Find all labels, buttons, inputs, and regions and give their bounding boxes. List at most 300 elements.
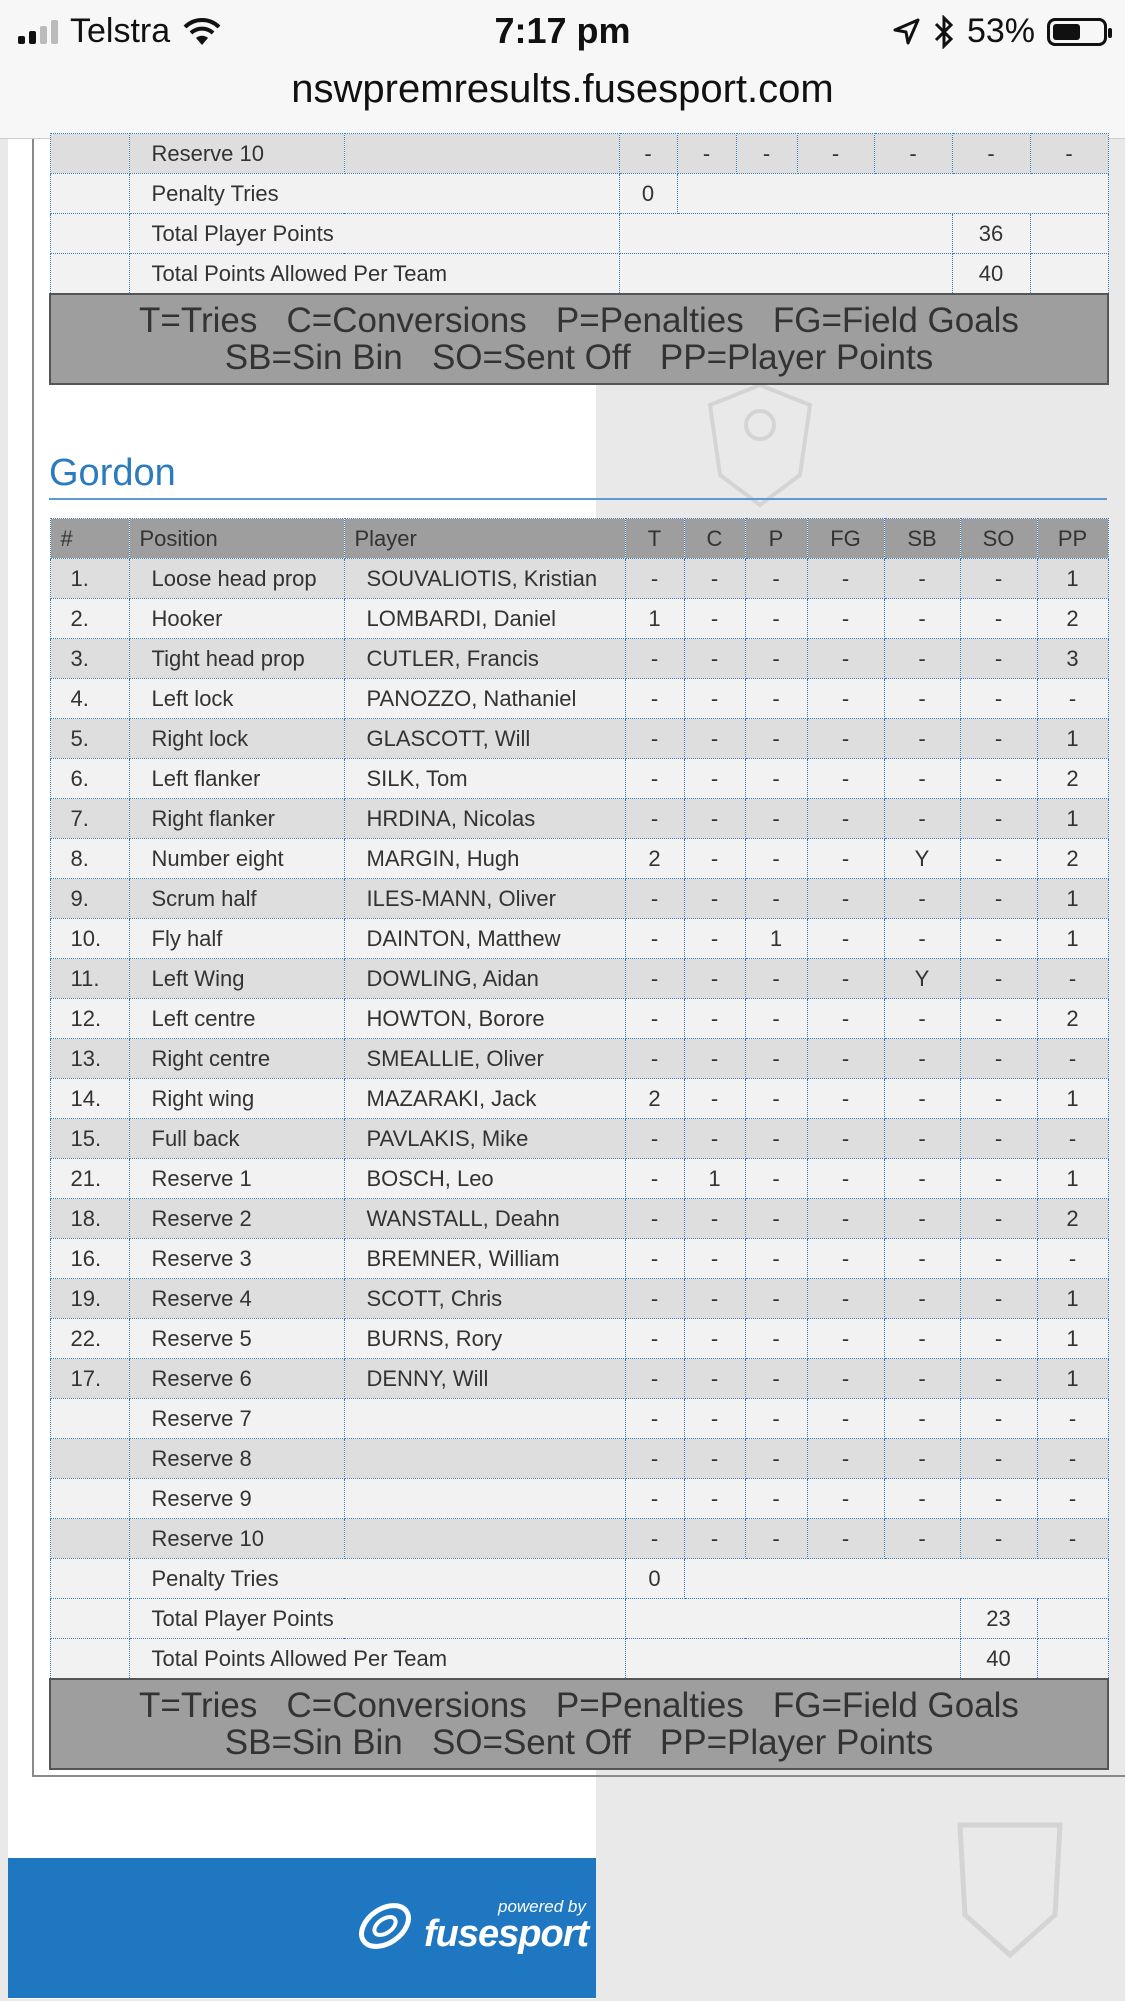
player-position: Reserve 8 bbox=[129, 1439, 344, 1479]
stat-sent-off: - bbox=[960, 799, 1037, 839]
legend: T=Tries C=Conversions P=Penalties FG=Field Goals SB=Sin Bin SO=Sent Off PP=Player Points bbox=[50, 1679, 1108, 1769]
stat-field-goals: - bbox=[807, 799, 884, 839]
stat-player-points: 1 bbox=[1037, 1279, 1108, 1319]
table-row bbox=[50, 959, 1108, 999]
stat-sin-bin: - bbox=[884, 879, 960, 919]
stat-conversions: - bbox=[684, 759, 745, 799]
team-table bbox=[49, 518, 1109, 1770]
player-position: Left lock bbox=[129, 679, 344, 719]
stat-field-goals: - bbox=[807, 1039, 884, 1079]
player-number: 17. bbox=[50, 1359, 129, 1399]
stat-tries: - bbox=[625, 1039, 684, 1079]
stat-conversions: - bbox=[684, 719, 745, 759]
stat-sent-off: - bbox=[960, 1159, 1037, 1199]
stat-conversions: - bbox=[684, 679, 745, 719]
player-position: Right flanker bbox=[129, 799, 344, 839]
stat-tries: - bbox=[625, 759, 684, 799]
stat-penalties: - bbox=[745, 1519, 807, 1559]
player-number: 18. bbox=[50, 1199, 129, 1239]
stat-sent-off: - bbox=[960, 999, 1037, 1039]
player-position: Reserve 4 bbox=[129, 1279, 344, 1319]
table-row bbox=[50, 1359, 1108, 1399]
status-right bbox=[891, 12, 1107, 51]
stat-player-points: 1 bbox=[1037, 1319, 1108, 1359]
table-row bbox=[50, 1439, 1108, 1479]
stat-conversions: - bbox=[684, 919, 745, 959]
stat-conversions: - bbox=[684, 959, 745, 999]
stat-tries: - bbox=[625, 639, 684, 679]
stat-sin-bin: - bbox=[884, 1399, 960, 1439]
player-name bbox=[344, 1519, 625, 1559]
stat-penalties: - bbox=[745, 559, 807, 599]
table-row bbox=[50, 1079, 1108, 1119]
stat-player-points: - bbox=[1037, 1519, 1108, 1559]
stat-penalties: - bbox=[745, 1439, 807, 1479]
stat-penalties: - bbox=[745, 1319, 807, 1359]
table-row bbox=[50, 879, 1108, 919]
col-header-player-points: PP bbox=[1037, 519, 1108, 559]
player-number: 16. bbox=[50, 1239, 129, 1279]
stat-tries: - bbox=[625, 719, 684, 759]
stat-player-points: - bbox=[1037, 1399, 1108, 1439]
col-header-penalties: P bbox=[745, 519, 807, 559]
stat-conversions: - bbox=[684, 839, 745, 879]
player-name: DOWLING, Aidan bbox=[344, 959, 625, 999]
stat-sin-bin: - bbox=[884, 679, 960, 719]
player-number: 3. bbox=[50, 639, 129, 679]
table-row bbox=[50, 839, 1108, 879]
stat-sent-off: - bbox=[960, 839, 1037, 879]
player-position: Left flanker bbox=[129, 759, 344, 799]
stat-sin-bin: - bbox=[884, 1279, 960, 1319]
stat-conversions: - bbox=[684, 1519, 745, 1559]
player-name: SILK, Tom bbox=[344, 759, 625, 799]
table-row bbox=[50, 1199, 1108, 1239]
stat-tries: - bbox=[625, 1479, 684, 1519]
stat-tries: - bbox=[625, 1279, 684, 1319]
stat-penalties: - bbox=[745, 1239, 807, 1279]
stat-conversions: - bbox=[684, 1119, 745, 1159]
stat-player-points: - bbox=[1037, 959, 1108, 999]
table-row bbox=[50, 1519, 1108, 1559]
player-name: ILES-MANN, Oliver bbox=[344, 879, 625, 919]
total-player-points-row: Total Player Points 23 bbox=[50, 1599, 1108, 1639]
stat-penalties: - bbox=[745, 1159, 807, 1199]
brand-name: fusesport bbox=[424, 1912, 589, 1955]
stat-penalties: - bbox=[745, 1079, 807, 1119]
player-number: 10. bbox=[50, 919, 129, 959]
table-row bbox=[50, 1479, 1108, 1519]
player-name: CUTLER, Francis bbox=[344, 639, 625, 679]
stat-player-points: 1 bbox=[1037, 1159, 1108, 1199]
player-name: SOUVALIOTIS, Kristian bbox=[344, 559, 625, 599]
stat-field-goals: - bbox=[807, 1159, 884, 1199]
total-points-allowed-row: Total Points Allowed Per Team 40 bbox=[50, 1639, 1108, 1680]
player-position: Left centre bbox=[129, 999, 344, 1039]
stat-sin-bin: - bbox=[884, 639, 960, 679]
stat-conversions: - bbox=[684, 1039, 745, 1079]
col-header-conversions: C bbox=[684, 519, 745, 559]
player-name: DAINTON, Matthew bbox=[344, 919, 625, 959]
stat-sin-bin: - bbox=[884, 999, 960, 1039]
stat-conversions: - bbox=[684, 1079, 745, 1119]
team-title-divider bbox=[49, 498, 1107, 500]
stat-sin-bin: - bbox=[884, 1239, 960, 1279]
player-name: WANSTALL, Deahn bbox=[344, 1199, 625, 1239]
stat-tries: - bbox=[625, 1199, 684, 1239]
stat-penalties: - bbox=[745, 1359, 807, 1399]
player-name bbox=[344, 1399, 625, 1439]
battery-percent: 53% bbox=[966, 12, 1035, 50]
stat-field-goals: - bbox=[807, 1519, 884, 1559]
stat-player-points: - bbox=[1037, 1239, 1108, 1279]
stat-sin-bin: - bbox=[884, 1319, 960, 1359]
stat-conversions: - bbox=[684, 1279, 745, 1319]
col-header-sent-off: SO bbox=[960, 519, 1037, 559]
stat-penalties: - bbox=[745, 959, 807, 999]
stat-penalties: - bbox=[745, 719, 807, 759]
col-header-tries: T bbox=[625, 519, 684, 559]
stat-sin-bin: - bbox=[884, 1519, 960, 1559]
stat-sent-off: - bbox=[960, 1319, 1037, 1359]
stat-conversions: - bbox=[684, 1399, 745, 1439]
stat-sent-off: - bbox=[960, 1519, 1037, 1559]
stat-penalties: - bbox=[745, 839, 807, 879]
stat-field-goals: - bbox=[807, 839, 884, 879]
stat-sin-bin: - bbox=[884, 799, 960, 839]
player-name: MARGIN, Hugh bbox=[344, 839, 625, 879]
player-name: SMEALLIE, Oliver bbox=[344, 1039, 625, 1079]
legend-row bbox=[50, 294, 1108, 384]
stat-penalties: - bbox=[745, 639, 807, 679]
powered-by-text: powered by bbox=[498, 1896, 586, 1916]
stat-penalties: - bbox=[745, 879, 807, 919]
stat-conversions: - bbox=[684, 1479, 745, 1519]
stat-penalties: - bbox=[745, 1119, 807, 1159]
stat-sin-bin: - bbox=[884, 1039, 960, 1079]
player-number: 19. bbox=[50, 1279, 129, 1319]
stat-player-points: 2 bbox=[1037, 599, 1108, 639]
player-number: 2. bbox=[50, 599, 129, 639]
stat-sent-off: - bbox=[960, 959, 1037, 999]
stat-penalties: - bbox=[745, 999, 807, 1039]
stat-player-points: 2 bbox=[1037, 999, 1108, 1039]
battery-icon bbox=[1047, 18, 1107, 46]
stat-field-goals: - bbox=[807, 1399, 884, 1439]
player-number: 9. bbox=[50, 879, 129, 919]
player-name: PAVLAKIS, Mike bbox=[344, 1119, 625, 1159]
stat-sin-bin: - bbox=[884, 1439, 960, 1479]
player-position: Reserve 5 bbox=[129, 1319, 344, 1359]
player-position: Reserve 6 bbox=[129, 1359, 344, 1399]
player-name: BOSCH, Leo bbox=[344, 1159, 625, 1199]
stat-field-goals: - bbox=[807, 1199, 884, 1239]
stat-sent-off: - bbox=[960, 759, 1037, 799]
stat-sin-bin: Y bbox=[884, 839, 960, 879]
table-row bbox=[50, 799, 1108, 839]
player-name: MAZARAKI, Jack bbox=[344, 1079, 625, 1119]
stat-conversions: - bbox=[684, 879, 745, 919]
table-row bbox=[50, 999, 1108, 1039]
player-number: 6. bbox=[50, 759, 129, 799]
stat-field-goals: - bbox=[807, 999, 884, 1039]
fusesport-brand-link[interactable] bbox=[354, 1895, 588, 1957]
stat-sin-bin: Y bbox=[884, 959, 960, 999]
player-name: DENNY, Will bbox=[344, 1359, 625, 1399]
table-row bbox=[50, 1319, 1108, 1359]
player-position: Reserve 2 bbox=[129, 1199, 344, 1239]
stat-player-points: 3 bbox=[1037, 639, 1108, 679]
stat-tries: 1 bbox=[625, 599, 684, 639]
team-title: Gordon bbox=[49, 452, 176, 494]
location-arrow-icon bbox=[891, 17, 921, 47]
stat-field-goals: - bbox=[807, 1119, 884, 1159]
player-position: Reserve 1 bbox=[129, 1159, 344, 1199]
table-row bbox=[50, 1159, 1108, 1199]
stat-tries: - bbox=[625, 1159, 684, 1199]
url-text: nswpremresults.fusesport.com bbox=[291, 67, 834, 111]
player-number bbox=[50, 1439, 129, 1479]
stat-field-goals: - bbox=[807, 639, 884, 679]
stat-sin-bin: - bbox=[884, 599, 960, 639]
stat-penalties: 1 bbox=[745, 919, 807, 959]
player-name: BURNS, Rory bbox=[344, 1319, 625, 1359]
stat-field-goals: - bbox=[807, 1279, 884, 1319]
bluetooth-icon bbox=[933, 15, 955, 49]
stat-penalties: - bbox=[745, 1199, 807, 1239]
player-name: SCOTT, Chris bbox=[344, 1279, 625, 1319]
stat-field-goals: - bbox=[807, 1439, 884, 1479]
stat-tries: - bbox=[625, 1239, 684, 1279]
stat-player-points: - bbox=[1037, 1039, 1108, 1079]
player-number: 14. bbox=[50, 1079, 129, 1119]
table-row bbox=[50, 1239, 1108, 1279]
stat-tries: - bbox=[625, 1359, 684, 1399]
stat-player-points: 1 bbox=[1037, 1359, 1108, 1399]
stat-sent-off: - bbox=[960, 1199, 1037, 1239]
stat-penalties: - bbox=[745, 1479, 807, 1519]
stat-sin-bin: - bbox=[884, 1359, 960, 1399]
stat-conversions: - bbox=[684, 1359, 745, 1399]
stat-field-goals: - bbox=[807, 599, 884, 639]
stat-sent-off: - bbox=[960, 1279, 1037, 1319]
stat-sent-off: - bbox=[960, 879, 1037, 919]
stat-sin-bin: - bbox=[884, 1479, 960, 1519]
total-player-points-row: Total Player Points 36 bbox=[50, 214, 1108, 254]
stat-sin-bin: - bbox=[884, 919, 960, 959]
stat-sin-bin: - bbox=[884, 559, 960, 599]
player-name: LOMBARDI, Daniel bbox=[344, 599, 625, 639]
stat-sin-bin: - bbox=[884, 719, 960, 759]
player-position: Fly half bbox=[129, 919, 344, 959]
stat-tries: - bbox=[625, 1439, 684, 1479]
table-row bbox=[50, 1279, 1108, 1319]
stat-sin-bin: - bbox=[884, 1079, 960, 1119]
stat-sent-off: - bbox=[960, 1399, 1037, 1439]
table-row bbox=[50, 599, 1108, 639]
table-row bbox=[50, 759, 1108, 799]
table-header-row bbox=[50, 519, 1108, 559]
stat-field-goals: - bbox=[807, 959, 884, 999]
stat-sent-off: - bbox=[960, 679, 1037, 719]
legend: T=Tries C=Conversions P=Penalties FG=Field Goals SB=Sin Bin SO=Sent Off PP=Player Points bbox=[50, 294, 1108, 384]
stat-field-goals: - bbox=[807, 1239, 884, 1279]
stat-tries: - bbox=[625, 559, 684, 599]
stat-player-points: 2 bbox=[1037, 839, 1108, 879]
player-position: Reserve 10 bbox=[129, 1519, 344, 1559]
player-position: Reserve 9 bbox=[129, 1479, 344, 1519]
stat-tries: - bbox=[625, 799, 684, 839]
player-position: Tight head prop bbox=[129, 639, 344, 679]
col-header-player: Player bbox=[344, 519, 625, 559]
player-number bbox=[50, 1519, 129, 1559]
stat-sent-off: - bbox=[960, 559, 1037, 599]
previous-team-table bbox=[49, 133, 1109, 385]
table-row: Reserve 10 - - - - - - - bbox=[50, 134, 1108, 174]
shield-watermark-icon-2 bbox=[950, 1815, 1070, 1965]
player-number: 7. bbox=[50, 799, 129, 839]
stat-penalties: - bbox=[745, 679, 807, 719]
stat-field-goals: - bbox=[807, 1319, 884, 1359]
clock: 7:17 pm bbox=[494, 10, 631, 51]
stat-tries: 2 bbox=[625, 839, 684, 879]
player-number: 21. bbox=[50, 1159, 129, 1199]
player-position: Loose head prop bbox=[129, 559, 344, 599]
stat-sent-off: - bbox=[960, 599, 1037, 639]
penalty-tries-row: Penalty Tries 0 bbox=[50, 174, 1108, 214]
stat-tries: 2 bbox=[625, 1079, 684, 1119]
player-position: Right wing bbox=[129, 1079, 344, 1119]
url-bar[interactable] bbox=[0, 64, 1125, 139]
stat-conversions: - bbox=[684, 1319, 745, 1359]
stat-sent-off: - bbox=[960, 1239, 1037, 1279]
stat-tries: - bbox=[625, 1519, 684, 1559]
stat-player-points: - bbox=[1037, 1119, 1108, 1159]
stat-player-points: 1 bbox=[1037, 559, 1108, 599]
status-bar bbox=[0, 0, 1125, 64]
player-name: HRDINA, Nicolas bbox=[344, 799, 625, 839]
stat-tries: - bbox=[625, 959, 684, 999]
stat-field-goals: - bbox=[807, 919, 884, 959]
stat-conversions: - bbox=[684, 1439, 745, 1479]
stat-field-goals: - bbox=[807, 1479, 884, 1519]
stat-sin-bin: - bbox=[884, 1119, 960, 1159]
stat-conversions: - bbox=[684, 1199, 745, 1239]
player-number: 11. bbox=[50, 959, 129, 999]
table-row bbox=[50, 719, 1108, 759]
fusesport-logo-icon bbox=[354, 1895, 416, 1957]
stat-tries: - bbox=[625, 999, 684, 1039]
stat-player-points: 1 bbox=[1037, 799, 1108, 839]
stat-conversions: - bbox=[684, 799, 745, 839]
stat-player-points: 1 bbox=[1037, 719, 1108, 759]
player-number: 22. bbox=[50, 1319, 129, 1359]
stat-tries: - bbox=[625, 1319, 684, 1359]
table-row bbox=[50, 639, 1108, 679]
stat-conversions: - bbox=[684, 599, 745, 639]
stat-penalties: - bbox=[745, 1279, 807, 1319]
stat-conversions: - bbox=[684, 1239, 745, 1279]
stat-sin-bin: - bbox=[884, 1199, 960, 1239]
player-position: Full back bbox=[129, 1119, 344, 1159]
table-row bbox=[50, 1399, 1108, 1439]
stat-sent-off: - bbox=[960, 1079, 1037, 1119]
player-number: 1. bbox=[50, 559, 129, 599]
player-number: 12. bbox=[50, 999, 129, 1039]
stat-sin-bin: - bbox=[884, 759, 960, 799]
stat-penalties: - bbox=[745, 599, 807, 639]
stat-player-points: 1 bbox=[1037, 919, 1108, 959]
stat-field-goals: - bbox=[807, 1079, 884, 1119]
stat-field-goals: - bbox=[807, 879, 884, 919]
player-position: Right lock bbox=[129, 719, 344, 759]
player-position: Reserve 7 bbox=[129, 1399, 344, 1439]
stat-tries: - bbox=[625, 679, 684, 719]
stat-conversions: - bbox=[684, 999, 745, 1039]
stat-penalties: - bbox=[745, 1039, 807, 1079]
stat-player-points: 1 bbox=[1037, 1079, 1108, 1119]
stat-field-goals: - bbox=[807, 1359, 884, 1399]
stat-conversions: - bbox=[684, 639, 745, 679]
player-number: 13. bbox=[50, 1039, 129, 1079]
stat-player-points: 2 bbox=[1037, 759, 1108, 799]
player-number bbox=[50, 1479, 129, 1519]
stat-penalties: - bbox=[745, 1399, 807, 1439]
stat-conversions: - bbox=[684, 559, 745, 599]
stat-tries: - bbox=[625, 1399, 684, 1439]
stat-tries: - bbox=[625, 1119, 684, 1159]
stat-field-goals: - bbox=[807, 559, 884, 599]
stat-field-goals: - bbox=[807, 679, 884, 719]
player-name: GLASCOTT, Will bbox=[344, 719, 625, 759]
stat-sent-off: - bbox=[960, 1439, 1037, 1479]
player-name: BREMNER, William bbox=[344, 1239, 625, 1279]
penalty-tries-row: Penalty Tries 0 bbox=[50, 1559, 1108, 1599]
player-name: HOWTON, Borore bbox=[344, 999, 625, 1039]
stat-player-points: - bbox=[1037, 1439, 1108, 1479]
stat-player-points: - bbox=[1037, 1479, 1108, 1519]
stat-sent-off: - bbox=[960, 919, 1037, 959]
stat-sent-off: - bbox=[960, 1119, 1037, 1159]
total-points-allowed-row: Total Points Allowed Per Team 40 bbox=[50, 254, 1108, 295]
stat-penalties: - bbox=[745, 759, 807, 799]
player-name bbox=[344, 1479, 625, 1519]
player-number: 5. bbox=[50, 719, 129, 759]
player-position: Number eight bbox=[129, 839, 344, 879]
player-position: Scrum half bbox=[129, 879, 344, 919]
table-row bbox=[50, 559, 1108, 599]
col-header-field-goals: FG bbox=[807, 519, 884, 559]
table-row bbox=[50, 1119, 1108, 1159]
stat-conversions: 1 bbox=[684, 1159, 745, 1199]
player-number: 15. bbox=[50, 1119, 129, 1159]
stat-sent-off: - bbox=[960, 639, 1037, 679]
stat-field-goals: - bbox=[807, 719, 884, 759]
table-row bbox=[50, 679, 1108, 719]
col-header-number: # bbox=[50, 519, 129, 559]
player-number: 8. bbox=[50, 839, 129, 879]
stat-penalties: - bbox=[745, 799, 807, 839]
player-position: Reserve 3 bbox=[129, 1239, 344, 1279]
player-number: 4. bbox=[50, 679, 129, 719]
player-position: Hooker bbox=[129, 599, 344, 639]
player-name: PANOZZO, Nathaniel bbox=[344, 679, 625, 719]
player-position: Right centre bbox=[129, 1039, 344, 1079]
carrier-name: Telstra bbox=[70, 12, 171, 50]
stat-sent-off: - bbox=[960, 1479, 1037, 1519]
legend-row bbox=[50, 1679, 1108, 1769]
stat-sent-off: - bbox=[960, 719, 1037, 759]
